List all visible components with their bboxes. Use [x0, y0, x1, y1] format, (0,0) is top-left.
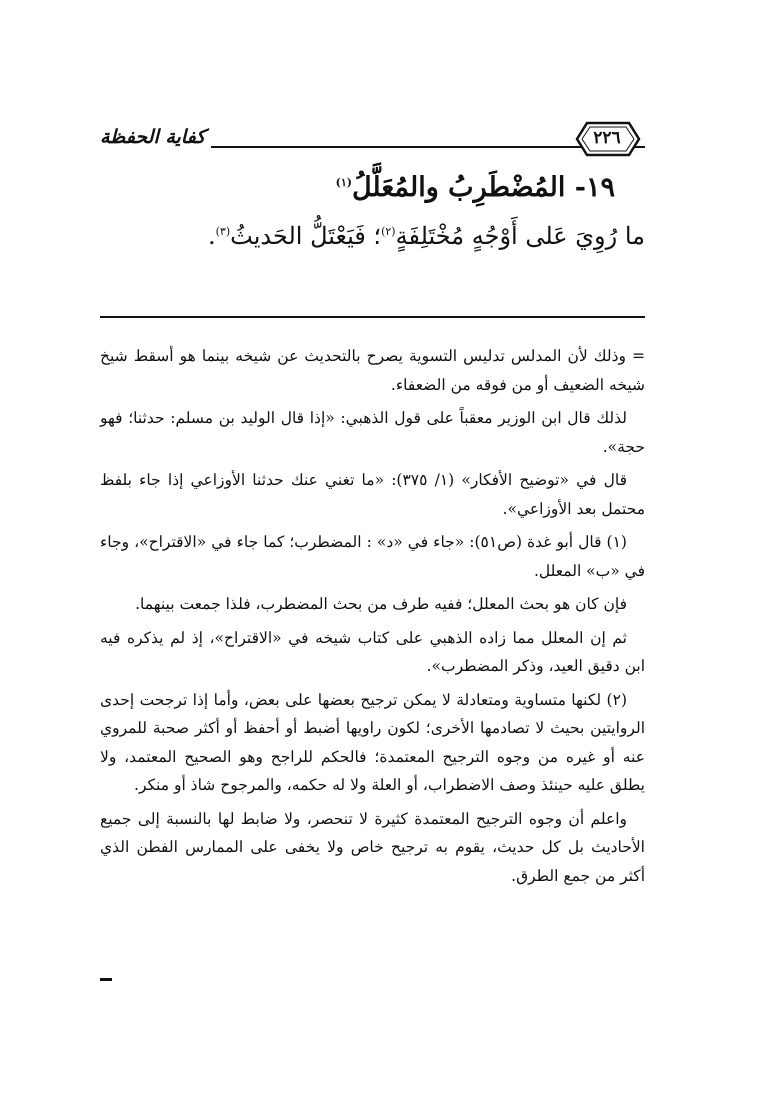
- running-title: كفاية الحفظة: [100, 126, 211, 148]
- footnotes: [100, 342, 645, 895]
- footnote-ref-2: (٢): [381, 225, 396, 238]
- definition-line: [100, 222, 645, 250]
- footnote-paragraph: ثم إن المعلل مما زاده الذهبي على كتاب شيخه في «الاقتراح»، إذ لم يذكره فيه ابن دقيق العيد، وذكر المضطرب».: [100, 628, 645, 675]
- page-number-badge: [571, 118, 645, 160]
- page-number: ٢٢٦: [593, 128, 621, 148]
- footnote-paragraph: = وذلك لأن المدلس تدليس التسوية يصرح بالتحديث عن شيخه بينما هو أسقط شيخ شيخه الضعيف أو من فوقه من الضعفاء.: [100, 347, 645, 394]
- footnote-paragraph: (٢) لكنها متساوية ومتعادلة لا يمكن ترجيح بعضها على بعض، وأما إذا ترجحت إحدى الروايتين بحيث لا تصادمها الأخرى؛ لكون راويها أضبط أو أحفظ أو أكثر صحبة للمروي عنه أو غيره من وجوه الترجيح المعتمدة؛ فالحكم للراجح وهو الصحيح المعتمد، ولا يطلق عليه حينئذ وصف الاضطراب، أو العلة ولا له حكمه، والمرجوح شاذ أو منكر.: [100, 690, 645, 794]
- footnote-ref-3: (٣): [215, 225, 231, 238]
- footnote-separator: [100, 316, 645, 318]
- definition-part-2: ؛ فَيَعْتَلُّ الحَديثُ: [230, 222, 382, 250]
- footnote-paragraph: واعلم أن وجوه الترجيح المعتمدة كثيرة لا تنحصر، ولا ضابط لها بالنسبة إلى جميع الأحاديث بل كل حديث، يقوم به ترجيح خاص ولا يخفى على الممارس الفطن الذي أكثر من جمع الطرق.: [100, 809, 645, 885]
- page-header: [100, 118, 645, 158]
- end-dash: [100, 978, 112, 981]
- footnote-paragraph: فإن كان هو بحث المعلل؛ ففيه طرف من بحث المضطرب، فلذا جمعت بينهما.: [135, 595, 627, 613]
- definition-end: .: [207, 222, 216, 250]
- footnote-paragraph: لذلك قال ابن الوزير معقباً على قول الذهبي: «إذا قال الوليد بن مسلم: حدثنا؛ فهو حجة».: [100, 409, 645, 456]
- footnote-paragraph: قال في «توضيح الأفكار» (١/ ٣٧٥): «ما تغني عنك حدثنا الأوزاعي إذا جاء بلفظ محتمل بعد الأوزاعي».: [100, 471, 645, 518]
- footnote-ref-1: (١): [335, 176, 352, 189]
- footnote-paragraph: (١) قال أبو غدة (ص٥١): «جاء في «د» : المضطرب؛ كما جاء في «الاقتراح»، وجاء في «ب» المعلل.: [100, 533, 645, 580]
- section-title: [200, 172, 615, 203]
- definition-part-1: ما رُوِيَ عَلى أَوْجُهٍ مُخْتَلِفَةٍ: [395, 222, 645, 250]
- section-title-text: ١٩- المُضْطَرِبُ والمُعَلَّلُ: [351, 172, 615, 203]
